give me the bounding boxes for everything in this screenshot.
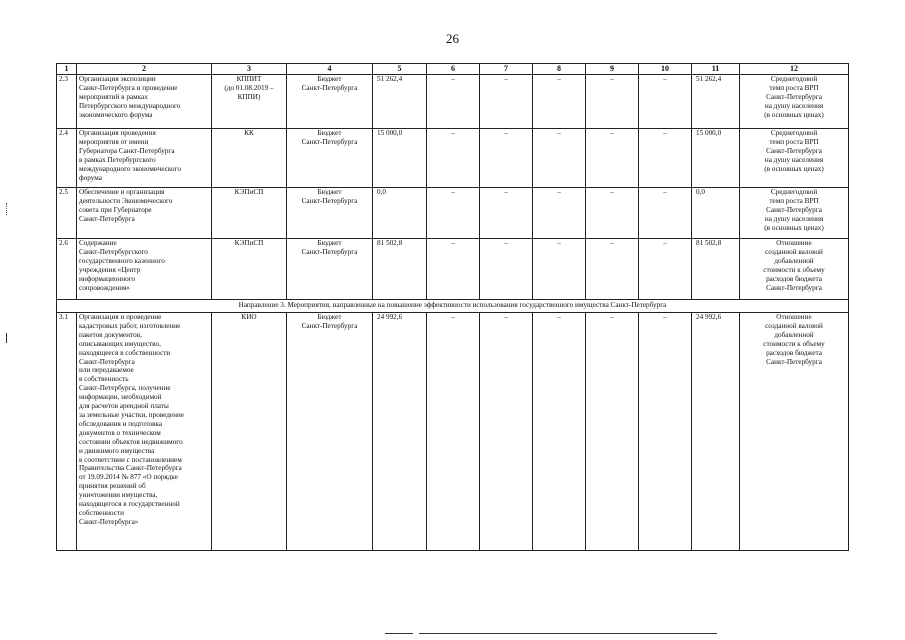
- program-table: [56, 63, 849, 551]
- cell-line: Бюджет: [317, 188, 342, 196]
- cell-line: от 19.09.2014 № 877 «О порядке: [79, 473, 178, 482]
- cell-line: находящегося в государственной: [79, 500, 180, 509]
- cell-line: учреждения «Центр: [79, 265, 141, 274]
- cell-line: за земельные участки, проведение: [79, 410, 184, 419]
- cell-line: форума: [79, 173, 102, 182]
- column-header: 3: [212, 64, 287, 75]
- cell-line: находящееся в собственности: [79, 348, 171, 357]
- cell-line: добавленной: [774, 330, 814, 339]
- table-header-row: [57, 64, 849, 75]
- cell-line: темп роста ВРП: [769, 137, 819, 146]
- cell-line: (в основных ценах): [764, 110, 824, 119]
- executor: [212, 239, 287, 300]
- activity-name: [77, 239, 212, 300]
- cell-line: Правительства Санкт-Петербурга: [79, 464, 182, 473]
- cell-line: (в основных ценах): [764, 164, 824, 173]
- column-header: 10: [639, 64, 692, 75]
- cell-line: для расчетов арендной платы: [79, 402, 169, 411]
- indicator: [740, 188, 849, 239]
- column-header: 6: [427, 64, 480, 75]
- year-amount: –: [639, 75, 692, 129]
- cell-line: совета при Губернаторе: [79, 205, 152, 214]
- cell-line: КИО: [241, 313, 257, 321]
- indicator: [740, 313, 849, 551]
- year-amount: –: [427, 75, 480, 129]
- indicator: [740, 129, 849, 188]
- indicator: [740, 75, 849, 129]
- year-amount: –: [639, 313, 692, 551]
- cell-line: информационного: [79, 274, 136, 283]
- footer-rule: [385, 633, 413, 634]
- table-body: [57, 64, 849, 551]
- year-amount: –: [533, 129, 586, 188]
- column-header: 12: [740, 64, 849, 75]
- cell-line: расходов бюджета: [766, 274, 822, 283]
- cell-line: Санкт-Петербурга: [766, 92, 822, 101]
- cell-line: расходов бюджета: [766, 348, 822, 357]
- column-header: 2: [77, 64, 212, 75]
- year-amount: –: [533, 239, 586, 300]
- cell-line: на душу населения: [764, 155, 824, 164]
- year-amount: –: [427, 188, 480, 239]
- cell-line: Санкт-Петербурга: [301, 247, 358, 256]
- cell-line: КЭПиСП: [234, 188, 264, 196]
- activity-name: [77, 129, 212, 188]
- funding-source: [287, 313, 373, 551]
- cell-line: информации, необходимой: [79, 393, 162, 402]
- amount-col11: 0,0: [692, 188, 740, 239]
- total-amount: 0,0: [373, 188, 427, 239]
- funding-source: [287, 239, 373, 300]
- cell-line: обследования и подготовка: [79, 419, 163, 428]
- cell-line: Санкт-Петербурга: [301, 137, 358, 146]
- row-number: 2.6: [57, 239, 77, 300]
- total-amount: 24 992,6: [373, 313, 427, 551]
- cell-line: Бюджет: [317, 313, 342, 321]
- year-amount: –: [427, 313, 480, 551]
- cell-line: КЭПиСП: [234, 239, 264, 247]
- cell-line: Санкт-Петербурга: [766, 146, 822, 155]
- total-amount: 81 502,8: [373, 239, 427, 300]
- cell-line: стоимости к объему: [763, 339, 825, 348]
- year-amount: –: [586, 313, 639, 551]
- cell-line: Санкт-Петербурга: [766, 357, 822, 366]
- funding-source: [287, 75, 373, 129]
- cell-line: собственности: [79, 508, 124, 517]
- column-header: 4: [287, 64, 373, 75]
- cell-line: мероприятий в рамках: [79, 92, 148, 101]
- cell-line: деятельности Экономического: [79, 196, 173, 205]
- cell-line: (до 01.08.2019 –: [224, 83, 274, 92]
- cell-line: в соответствии с постановлением: [79, 455, 182, 464]
- cell-line: КК: [244, 129, 254, 137]
- cell-line: Обеспечение и организация: [79, 188, 165, 196]
- cell-line: КППИТ: [236, 75, 262, 83]
- cell-line: на душу населения: [764, 101, 824, 110]
- margin-mark: [6, 203, 8, 215]
- cell-line: добавленной: [774, 256, 814, 265]
- amount-col11: 15 000,0: [692, 129, 740, 188]
- cell-line: Отношение: [776, 313, 812, 321]
- year-amount: –: [533, 313, 586, 551]
- row-number: 2.5: [57, 188, 77, 239]
- activity-name: [77, 188, 212, 239]
- cell-line: Среднегодовой: [770, 129, 818, 137]
- column-header: 5: [373, 64, 427, 75]
- cell-line: темп роста ВРП: [769, 83, 819, 92]
- activity-name: [77, 75, 212, 129]
- year-amount: –: [480, 239, 533, 300]
- year-amount: –: [480, 313, 533, 551]
- amount-col11: 81 502,8: [692, 239, 740, 300]
- year-amount: –: [639, 239, 692, 300]
- cell-line: Санкт-Петербурга и проведение: [79, 83, 178, 92]
- table-row: [57, 239, 849, 300]
- cell-line: Санкт-Петербурга»: [79, 517, 139, 526]
- total-amount: 51 262,4: [373, 75, 427, 129]
- total-amount: 15 000,0: [373, 129, 427, 188]
- year-amount: –: [639, 188, 692, 239]
- margin-mark: [6, 333, 7, 343]
- cell-line: государственного казенного: [79, 256, 165, 265]
- table-row: [57, 313, 849, 551]
- page-number: 26: [446, 31, 459, 46]
- activity-name: [77, 313, 212, 551]
- cell-line: в собственность: [79, 375, 129, 384]
- cell-line: Санкт-Петербурга: [301, 83, 358, 92]
- executor: [212, 75, 287, 129]
- cell-line: Санкт-Петербурга: [301, 321, 358, 330]
- section-heading: Направление 3. Мероприятия, направленные на повышение эффективности использования государственного имущества Санкт-Петербурга: [57, 300, 849, 313]
- executor: [212, 313, 287, 551]
- cell-line: Санкт-Петербурга: [766, 205, 822, 214]
- cell-line: Губернатора Санкт-Петербурга: [79, 146, 175, 155]
- cell-line: Содержание: [79, 239, 117, 247]
- year-amount: –: [480, 188, 533, 239]
- cell-line: Петербургского международного: [79, 101, 181, 110]
- cell-line: пакетов документов,: [79, 330, 142, 339]
- executor: [212, 188, 287, 239]
- year-amount: –: [480, 75, 533, 129]
- cell-line: Санкт-Петербурга: [79, 357, 135, 366]
- section-row: [57, 300, 849, 313]
- cell-line: экономического форума: [79, 110, 153, 119]
- amount-col11: 24 992,6: [692, 313, 740, 551]
- column-header: 1: [57, 64, 77, 75]
- cell-line: уничтожении имущества,: [79, 491, 158, 500]
- cell-line: Организация и проведение: [79, 313, 162, 321]
- year-amount: –: [586, 129, 639, 188]
- cell-line: Отношение: [776, 239, 812, 247]
- cell-line: в рамках Петербургского: [79, 155, 156, 164]
- executor: [212, 129, 287, 188]
- cell-line: на душу населения: [764, 214, 824, 223]
- year-amount: –: [533, 75, 586, 129]
- cell-line: темп роста ВРП: [769, 196, 819, 205]
- cell-line: Организация экспозиции: [79, 75, 156, 83]
- row-number: 2.4: [57, 129, 77, 188]
- table-row: [57, 188, 849, 239]
- year-amount: –: [533, 188, 586, 239]
- row-number: 2.3: [57, 75, 77, 129]
- cell-line: принятия решений об: [79, 482, 146, 491]
- year-amount: –: [480, 129, 533, 188]
- cell-line: (в основных ценах): [764, 223, 824, 232]
- cell-line: и движимого имущества: [79, 446, 155, 455]
- column-header: 9: [586, 64, 639, 75]
- table-row: [57, 75, 849, 129]
- column-header: 7: [480, 64, 533, 75]
- year-amount: –: [586, 188, 639, 239]
- cell-line: созданной валовой: [765, 321, 823, 330]
- amount-col11: 51 262,4: [692, 75, 740, 129]
- cell-line: КППИ): [237, 92, 261, 101]
- row-number: 3.1: [57, 313, 77, 551]
- footer-rule: [419, 633, 717, 634]
- funding-source: [287, 188, 373, 239]
- cell-line: стоимости к объему: [763, 265, 825, 274]
- cell-line: международного экономического: [79, 164, 181, 173]
- column-header: 11: [692, 64, 740, 75]
- cell-line: Санкт-Петербурга: [766, 283, 822, 292]
- cell-line: состоянии объектов недвижимого: [79, 437, 183, 446]
- year-amount: –: [427, 239, 480, 300]
- cell-line: Среднегодовой: [770, 188, 818, 196]
- cell-line: документов о техническом: [79, 428, 161, 437]
- cell-line: Санкт-Петербурга, получение: [79, 384, 171, 393]
- cell-line: Бюджет: [317, 75, 342, 83]
- cell-line: сопровождения»: [79, 283, 130, 292]
- cell-line: мероприятия от имени: [79, 137, 149, 146]
- year-amount: –: [586, 75, 639, 129]
- funding-source: [287, 129, 373, 188]
- table-row: [57, 129, 849, 188]
- cell-line: созданной валовой: [765, 247, 823, 256]
- cell-line: Организация проведения: [79, 129, 156, 137]
- year-amount: –: [427, 129, 480, 188]
- indicator: [740, 239, 849, 300]
- column-header: 8: [533, 64, 586, 75]
- cell-line: Санкт-Петербургского: [79, 247, 148, 256]
- cell-line: Среднегодовой: [770, 75, 818, 83]
- year-amount: –: [586, 239, 639, 300]
- cell-line: Бюджет: [317, 239, 342, 247]
- cell-line: Бюджет: [317, 129, 342, 137]
- cell-line: описывающих имущество,: [79, 339, 161, 348]
- cell-line: кадастровых работ, изготовление: [79, 321, 181, 330]
- cell-line: или передаваемое: [79, 366, 134, 375]
- cell-line: Санкт-Петербурга: [301, 196, 358, 205]
- cell-line: Санкт-Петербурга: [79, 214, 135, 223]
- year-amount: –: [639, 129, 692, 188]
